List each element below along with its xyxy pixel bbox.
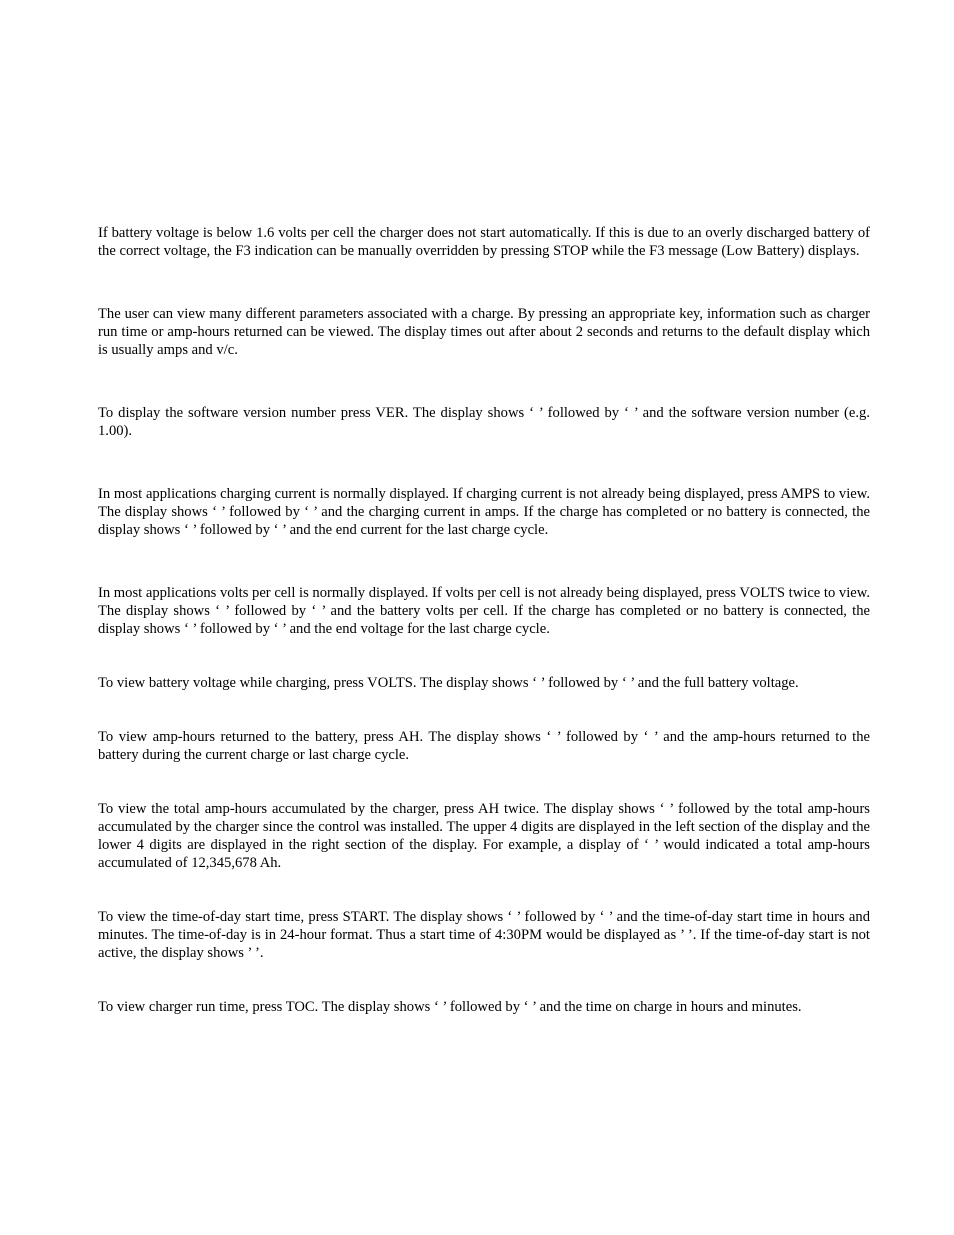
- paragraph-viewing-parameters: The user can view many different parameters associated with a charge. By pressing an appropriate key, information such as charger run time or amp-hours returned can be viewed. The display times out after about 2 seconds and returns to the default display which is usually amps and v/c.: [98, 306, 870, 358]
- spacer: [98, 692, 870, 728]
- paragraph-total-amp-hours: To view the total amp-hours accumulated by the charger, press AH twice. The display shows ‘ ’ followed by the total amp-hours accumulated by the charger since the control was installed. The upper 4 digits are displayed in the left section of the display and the lower 4 digits are displayed in the right section of the display. For example, a display of ‘ ’ would indicated a total amp-hours accumulated of 12,345,678 Ah.: [98, 801, 870, 871]
- spacer: [98, 440, 870, 485]
- paragraph-volts-per-cell: In most applications volts per cell is normally displayed. If volts per cell is not already being displayed, press VOLTS twice to view. The display shows ‘ ’ followed by ‘ ’ and the battery volts per cell. If the charge has completed or no battery is connected, the display shows ‘ ’ followed by ‘ ’ and the end voltage for the last charge cycle.: [98, 585, 870, 637]
- spacer: [98, 638, 870, 674]
- document-page: [98, 224, 870, 1016]
- spacer: [98, 359, 870, 404]
- paragraph-battery-voltage: To view battery voltage while charging, press VOLTS. The display shows ‘ ’ followed by ‘ ’ and the full battery voltage.: [98, 675, 799, 691]
- paragraph-charging-current: In most applications charging current is normally displayed. If charging current is not already being displayed, press AMPS to view. The display shows ‘ ’ followed by ‘ ’ and the charging current in amps. If the charge has completed or no battery is connected, the display shows ‘ ’ followed by ‘ ’ and the end current for the last charge cycle.: [98, 486, 870, 538]
- paragraph-amp-hours-returned: To view amp-hours returned to the battery, press AH. The display shows ‘ ’ followed by ‘ ’ and the amp-hours returned to the battery during the current charge or last charge cycle.: [98, 729, 870, 763]
- paragraph-charger-run-time: To view charger run time, press TOC. The display shows ‘ ’ followed by ‘ ’ and the time on charge in hours and minutes.: [98, 999, 802, 1015]
- paragraph-software-version: To display the software version number press VER. The display shows ‘ ’ followed by ‘ ’ and the software version number (e.g. 1.00).: [98, 405, 870, 439]
- paragraph-time-of-day-start: To view the time-of-day start time, press START. The display shows ‘ ’ followed by ‘ ’ and the time-of-day start time in hours and minutes. The time-of-day is in 24-hour format. Thus a start time of 4:30PM would be displayed as ’ ’. If the time-of-day start is not active, the display shows ’ ’.: [98, 909, 870, 961]
- spacer: [98, 539, 870, 584]
- spacer: [98, 764, 870, 800]
- spacer: [98, 962, 870, 998]
- spacer: [98, 872, 870, 908]
- spacer: [98, 260, 870, 305]
- paragraph-low-battery-override: If battery voltage is below 1.6 volts per cell the charger does not start automatically. If this is due to an overly discharged battery of the correct voltage, the F3 indication can be manually overridden by pressing STOP while the F3 message (Low Battery) displays.: [98, 225, 870, 259]
